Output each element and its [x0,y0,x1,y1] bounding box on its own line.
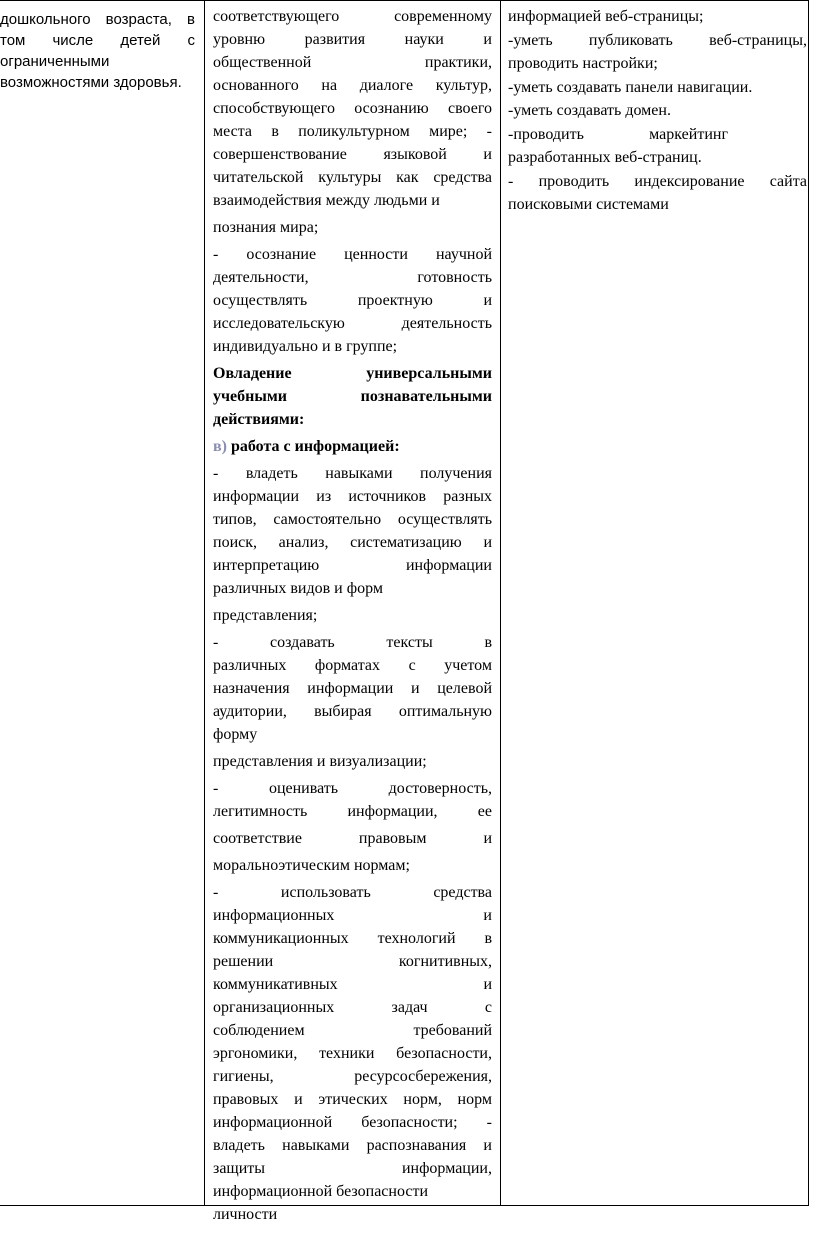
text-line: различных форматах с учетом [213,657,492,674]
text-line: исследовательскую деятельность [213,315,492,332]
column-target-audience [0,1,203,93]
text-line: информационной безопасности; - [213,1114,492,1131]
text-line: места в поликультурном мире; - [213,123,492,140]
text-line: различных видов и форм [213,580,383,597]
text-line: - проводить индексирование сайта [508,172,807,190]
text-line [213,435,492,458]
text-line: коммуникативных и [213,976,492,993]
text-line: моральноэтическим нормам; [213,857,410,874]
text-line: разработанных веб-страниц. [508,149,702,166]
column-divider-1 [204,1,205,1205]
text-line: уровню развития науки и [213,31,492,48]
text-line: возможностями здоровья. [0,74,182,91]
text-line: информационных и [213,907,492,924]
text-line: -уметь создавать панели навигации. [508,78,753,96]
text-line: том числе детей с [0,32,195,49]
text-line: соответствие правовым и [213,830,492,847]
text-line: представления; [213,607,318,624]
text-line: коммуникационных технологий в [213,930,492,947]
text-line: владеть навыками распознавания и [213,1137,492,1154]
text-line: деятельности, готовность [213,269,492,286]
list-marker: в) [213,438,231,455]
text-line: читательской культуры как средства [213,169,492,186]
column-divider-2 [500,1,501,1205]
text-line: эргономики, техники безопасности, [213,1045,492,1062]
text-line: информационной безопасности [213,1183,429,1200]
line-text: работа с информацией: [230,438,400,455]
text-line: действиями: [213,411,305,428]
text-line: информации из источников разных [213,488,492,505]
text-line: поисковыми системами [508,196,669,213]
text-line: учебными познавательными [213,388,492,405]
text-line: соблюдением требований [213,1022,492,1039]
text-line: решении когнитивных, [213,953,492,970]
text-line: - осознание ценности научной [213,246,492,263]
text-line: интерпретацию информации [213,557,492,574]
text-line: основанного на диалоге культур, [213,77,492,94]
text-line: типов, самостоятельно осуществлять [213,511,492,528]
text-line: поиск, анализ, систематизацию и [213,534,492,551]
column-learning-outcomes [213,1,492,1226]
text-line: - создавать тексты в [213,634,492,651]
text-line: ограниченными [0,53,110,70]
text-line: индивидуально и в группе; [213,338,398,355]
text-line: способствующего осознанию своего [213,100,492,117]
text-line: соответствующего современному [213,8,492,25]
text-line: информацией веб-страницы; [508,8,704,25]
text-line: Овладение универсальными [213,365,492,382]
text-line: защиты информации, [213,1160,492,1177]
text-line: форму [213,726,258,743]
text-line: осуществлять проектную и [213,292,492,309]
text-line: легитимность информации, ее [213,803,492,820]
text-line: совершенствование языковой и [213,146,492,163]
text-line: взаимодействия между людьми и [213,192,440,209]
text-line: -уметь публиковать веб-страницы, [508,31,807,49]
text-line: - владеть навыками получения [213,465,492,482]
text-line: гигиены, ресурсосбережения, [213,1068,492,1085]
text-line: правовых и этических норм, норм [213,1091,492,1108]
text-line: аудитории, выбирая оптимальную [213,703,492,720]
column-skills [508,1,807,217]
text-line: познания мира; [213,219,319,236]
text-line: организационных задач с [213,999,492,1016]
text-line: - использовать средства [213,884,492,901]
text-line: дошкольного возраста, в [0,11,195,28]
text-line: проводить настройки; [508,55,658,72]
text-line: -проводить маркейтинг [508,125,728,143]
text-line: общественной практики, [213,54,492,71]
text-line: назначения информации и целевой [213,680,492,697]
text-line: представления и визуализации; [213,753,427,770]
text-line: личности [213,1206,278,1223]
text-line: -уметь создавать домен. [508,102,671,119]
text-line: - оценивать достоверность, [213,780,492,797]
